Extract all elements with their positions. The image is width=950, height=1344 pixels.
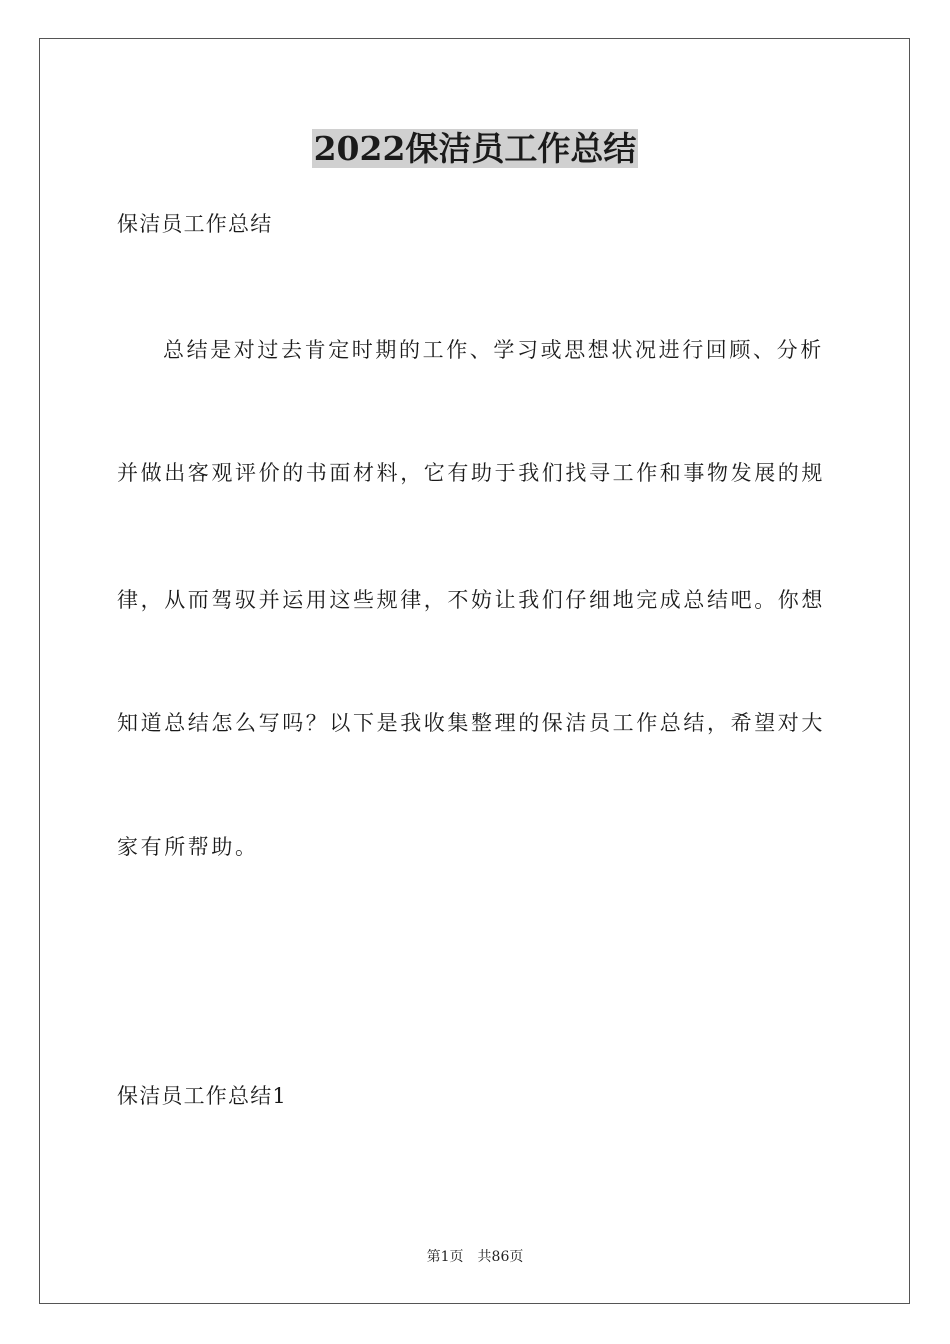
document-title	[0, 127, 950, 171]
document-title-text: 2022保洁员工作总结	[313, 129, 637, 168]
paragraph-line: 并做出客观评价的书面材料，它有助于我们找寻工作和事物发展的规	[117, 461, 825, 485]
paragraph-line: 总结是对过去肯定时期的工作、学习或思想状况进行回顾、分析	[163, 338, 824, 362]
paragraph-line: 家有所帮助。	[117, 835, 259, 859]
paragraph-line: 知道总结怎么写吗？以下是我收集整理的保洁员工作总结，希望对大	[117, 711, 825, 735]
page-footer	[0, 1248, 950, 1266]
document-subtitle: 保洁员工作总结	[117, 212, 273, 236]
paragraph-line: 律，从而驾驭并运用这些规律，不妨让我们仔细地完成总结吧。你想	[117, 588, 825, 612]
page-total: 共86页	[477, 1249, 524, 1265]
page-number: 第1页	[426, 1249, 464, 1265]
section-heading: 保洁员工作总结1	[117, 1084, 287, 1108]
